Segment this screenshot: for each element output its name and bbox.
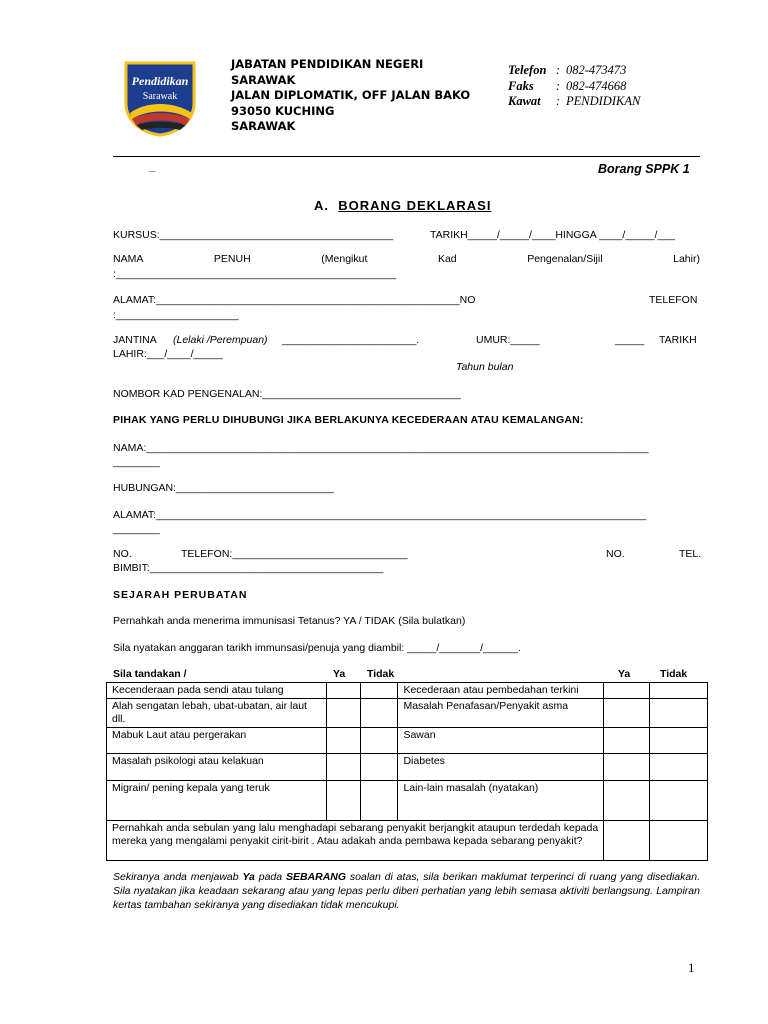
table-row [107, 781, 708, 821]
checkbox-tidak[interactable] [360, 683, 398, 699]
hubungan-field[interactable]: HUBUNGAN:___________________________ [113, 482, 334, 494]
checkbox-tidak[interactable] [360, 781, 398, 821]
col-ya-left: Ya [333, 668, 346, 680]
checkbox-ya[interactable] [326, 683, 360, 699]
logo-text-2: Sarawak [142, 91, 178, 102]
tetanus-question: Pernahkah anda menerima immunisasi Tetanus? YA / TIDAK (Sila bulatkan) [113, 615, 466, 627]
telefon-field[interactable]: :_____________________ [113, 309, 239, 321]
address-line: SARAWAK [231, 72, 296, 87]
checkbox-ya[interactable] [604, 754, 650, 781]
address-line: JABATAN PENDIDIKAN NEGERI [231, 57, 424, 71]
table-row [107, 683, 708, 699]
condition-label: Sawan [398, 728, 604, 754]
condition-label: Migrain/ pening kepala yang teruk [107, 781, 327, 821]
contact-kawat: Kawat : PENDIDIKAN [508, 94, 641, 108]
checkbox-tidak[interactable] [650, 821, 708, 861]
contact-telefon: Telefon : 082-473473 [508, 63, 627, 77]
condition-label: Alah sengatan lebah, ubat-ubatan, air laut dll. [107, 699, 327, 728]
address-line: JALAN DIPLOMATIK, OFF JALAN BAKO [231, 88, 471, 102]
condition-label: Kecenderaan pada sendi atau tulang [107, 683, 327, 699]
emergency-telefon-field[interactable]: TELEFON:______________________________ [181, 548, 408, 560]
umur-field[interactable]: UMUR:_____ [476, 334, 540, 346]
checkbox-tidak[interactable] [650, 683, 708, 699]
tahun-bulan-caption: Tahun bulan [456, 361, 514, 373]
table-row [107, 821, 708, 861]
jantina-label: JANTINA [113, 334, 157, 346]
address-line: 93050 KUCHING [231, 103, 335, 118]
emergency-alamat-field[interactable]: ALAMAT:____________________________________________________________________________________ [113, 509, 647, 521]
emergency-no-tel-label: NO. [606, 548, 625, 560]
checkbox-tidak[interactable] [360, 754, 398, 781]
condition-label: Diabetes [398, 754, 604, 781]
checkbox-tidak[interactable] [650, 728, 708, 754]
medical-checklist-table [106, 682, 708, 861]
bimbit-field[interactable]: BIMBIT:________________________________________ [113, 562, 384, 574]
checkbox-ya[interactable] [604, 781, 650, 821]
checkbox-tidak[interactable] [360, 728, 398, 754]
jantina-options: (Lelaki /Perempuan) [173, 334, 268, 346]
condition-label: Kecederaan atau pembedahan terkini [398, 683, 604, 699]
emergency-nama-field[interactable]: NAMA:______________________________________________________________________________________ [113, 442, 649, 454]
table-row [107, 699, 708, 728]
table-row [107, 728, 708, 754]
checkbox-ya[interactable] [604, 728, 650, 754]
table-col-head: Sila tandakan / [113, 668, 187, 680]
header-contacts [508, 63, 640, 110]
umur-bulan-field[interactable]: _____ [615, 334, 645, 346]
checkbox-tidak[interactable] [650, 754, 708, 781]
col-ya-right: Ya [618, 668, 631, 680]
emergency-alamat-cont[interactable]: ________ [113, 523, 160, 535]
alamat-field[interactable]: ALAMAT:____________________________________________________NO [113, 294, 476, 306]
checkbox-ya[interactable] [326, 699, 360, 728]
tarikh-lahir-field[interactable]: LAHIR:___/____/_____ [113, 348, 223, 360]
header-rule [113, 156, 700, 157]
emergency-tel-label: TEL. [679, 548, 702, 560]
footnote: Sekiranya anda menjawab Ya pada SEBARANG soalan di atas, sila berikan maklumat terperinci di ruang yang disediakan. Sila nyatakan jika keadaan sekarang atau yang lepas perlu diberi perhatian yang lebih semasa aktiviti berlangsung. Lampiran kertas tambahan sekiranya yang disediakan tidak mencukupi. [113, 871, 700, 911]
checkbox-ya[interactable] [326, 728, 360, 754]
checkbox-ya[interactable] [604, 683, 650, 699]
immunisation-date-field[interactable]: Sila nyatakan anggaran tarikh immunsasi/penuja yang diambil: _____/_______/______. [113, 642, 522, 654]
emergency-nama-cont[interactable]: ________ [113, 456, 160, 468]
checkbox-ya[interactable] [326, 781, 360, 821]
condition-label: Masalah Penafasan/Penyakit asma [398, 699, 604, 728]
condition-label: Masalah psikologi atau kelakuan [107, 754, 327, 781]
checkbox-tidak[interactable] [650, 699, 708, 728]
kad-pengenalan-field[interactable]: NOMBOR KAD PENGENALAN:__________________________________ [113, 388, 461, 400]
contact-faks: Faks : 082-474668 [508, 78, 627, 93]
tarikh-lahir-label: TARIKH [659, 334, 697, 346]
emergency-no-label: NO. [113, 548, 132, 560]
checkbox-tidak[interactable] [650, 781, 708, 821]
checkbox-ya[interactable] [326, 754, 360, 781]
pendidikan-sarawak-logo [120, 57, 200, 137]
telefon-label: TELEFON [649, 294, 698, 306]
title-main: BORANG DEKLARASI [338, 198, 492, 213]
emergency-heading: PIHAK YANG PERLU DIHUBUNGI JIKA BERLAKUNYA KECEDERAAN ATAU KEMALANGAN: [113, 414, 584, 426]
logo-text-1: Pendidikan [131, 74, 189, 88]
col-tidak-right: Tidak [660, 668, 688, 680]
checkbox-tidak[interactable] [360, 699, 398, 728]
checkbox-ya[interactable] [604, 821, 650, 861]
checkbox-ya[interactable] [604, 699, 650, 728]
address-line: SARAWAK [231, 119, 296, 133]
header-address [231, 57, 470, 135]
page-number: 1 [688, 960, 695, 975]
nama-penuh-field[interactable]: :________________________________________________ [113, 268, 397, 280]
form-title [314, 198, 491, 213]
infection-question: Pernahkah anda sebulan yang lalu menghadapi sebarang penyakit berjangkit ataupun terdedah kepada mereka yang mengalami penyakit cirit-birit . Atau adakah anda pembawa kepada sebarang penyakit? [107, 821, 604, 861]
rule-tail: _ [149, 161, 156, 173]
condition-label: Lain-lain masalah (nyatakan) [398, 781, 604, 821]
medical-heading: SEJARAH PERUBATAN [113, 589, 248, 601]
form-code: Borang SPPK 1 [598, 162, 690, 176]
jantina-field[interactable]: _______________________. [282, 334, 420, 346]
title-prefix: A. [314, 198, 329, 213]
nama-penuh-label: NAMA PENUH (Mengikut Kad Pengenalan/Sijil Lahir) [113, 253, 700, 265]
kursus-field[interactable]: KURSUS:________________________________________ [113, 229, 394, 241]
tarikh-field[interactable]: TARIKH_____/_____/____HINGGA ____/_____/___ [430, 229, 675, 241]
condition-label: Mabuk Laut atau pergerakan [107, 728, 327, 754]
table-row [107, 754, 708, 781]
col-tidak-left: Tidak [367, 668, 395, 680]
